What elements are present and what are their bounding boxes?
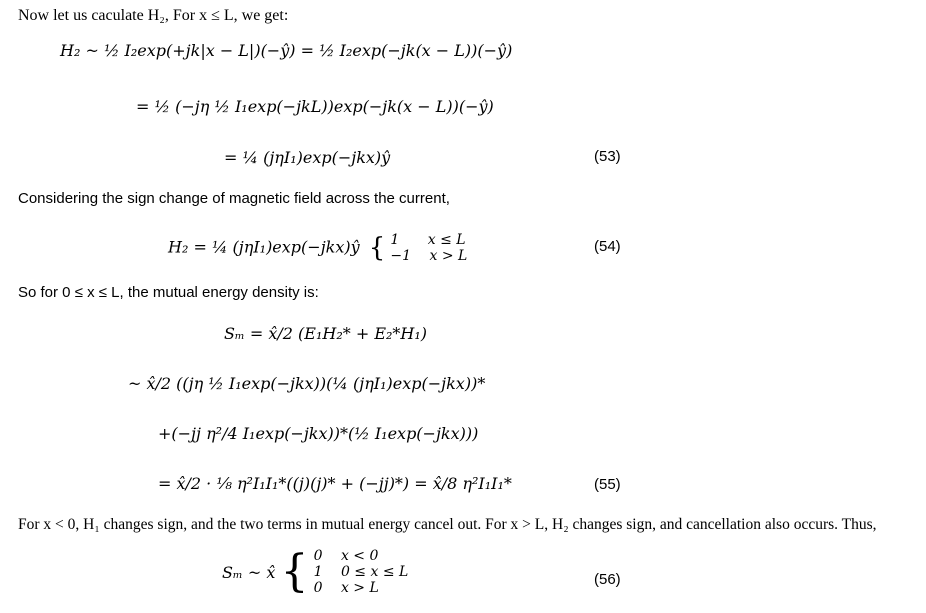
equation-h2-line2: = ½ (−jη ½ I₁exp(−jkL))exp(−jk(x − L))(−ŷ) — [136, 97, 494, 116]
equation-54 — [168, 232, 467, 264]
case-condition: x > L — [429, 248, 468, 264]
case-value: 0 — [313, 580, 323, 596]
equation-number-56: (56) — [594, 571, 621, 588]
case-value: 0 — [313, 548, 323, 564]
case-condition: 0 ≤ x ≤ L — [340, 564, 409, 580]
case-condition: x ≤ L — [427, 232, 466, 248]
cancel-text: For x < 0, H₁ changes sign, and the two terms in mutual energy cancel out. For x > L, H₂ changes sign, and cancellation also occurs. Thus, — [18, 516, 877, 533]
equation-56-cases — [314, 548, 409, 596]
case-condition: x > L — [340, 580, 379, 596]
case-brace: { — [368, 233, 386, 263]
case-value: 1 — [313, 564, 323, 580]
mutual-intro-text: So for 0 ≤ x ≤ L, the mutual energy density is: — [18, 284, 319, 301]
equation-56 — [222, 548, 408, 596]
equation-54-lhs: H₂ = ¼ (jηI₁)exp(−jkx)ŷ — [168, 237, 360, 257]
equation-56-lhs: Sₘ ~ x̂ — [222, 562, 276, 582]
equation-h2-line1: H₂ ~ ½ I₂exp(+jk|x − L|)(−ŷ) = ½ I₂exp(−jk(x − L))(−ŷ) — [60, 41, 513, 60]
sign-change-text: Considering the sign change of magnetic field across the current, — [18, 190, 450, 207]
case-brace: { — [280, 546, 309, 597]
equation-number-53: (53) — [594, 148, 621, 165]
equation-55-line1: Sₘ = x̂/2 (E₁H₂* + E₂*H₁) — [224, 324, 428, 343]
equation-h2-line3: = ¼ (jηI₁)exp(−jkx)ŷ — [224, 148, 391, 167]
equation-number-54: (54) — [594, 238, 621, 255]
equation-55-line4: = x̂/2 · ⅛ η²I₁I₁*((j)(j)* + (−jj)*) = x̂/8 η²I₁I₁* — [158, 474, 512, 493]
equation-54-cases — [390, 232, 467, 264]
equation-55-line3: +(−jj η²/4 I₁exp(−jkx))*(½ I₁exp(−jkx))) — [158, 424, 479, 443]
case-value: −1 — [390, 248, 412, 264]
intro-text: Now let us caculate H₂, For x ≤ L, we get: — [18, 7, 289, 24]
case-condition: x < 0 — [340, 548, 379, 564]
equation-number-55: (55) — [594, 476, 621, 493]
case-value: 1 — [390, 232, 400, 248]
equation-55-line2: ~ x̂/2 ((jη ½ I₁exp(−jkx))(¼ (jηI₁)exp(−jkx))* — [128, 374, 486, 393]
